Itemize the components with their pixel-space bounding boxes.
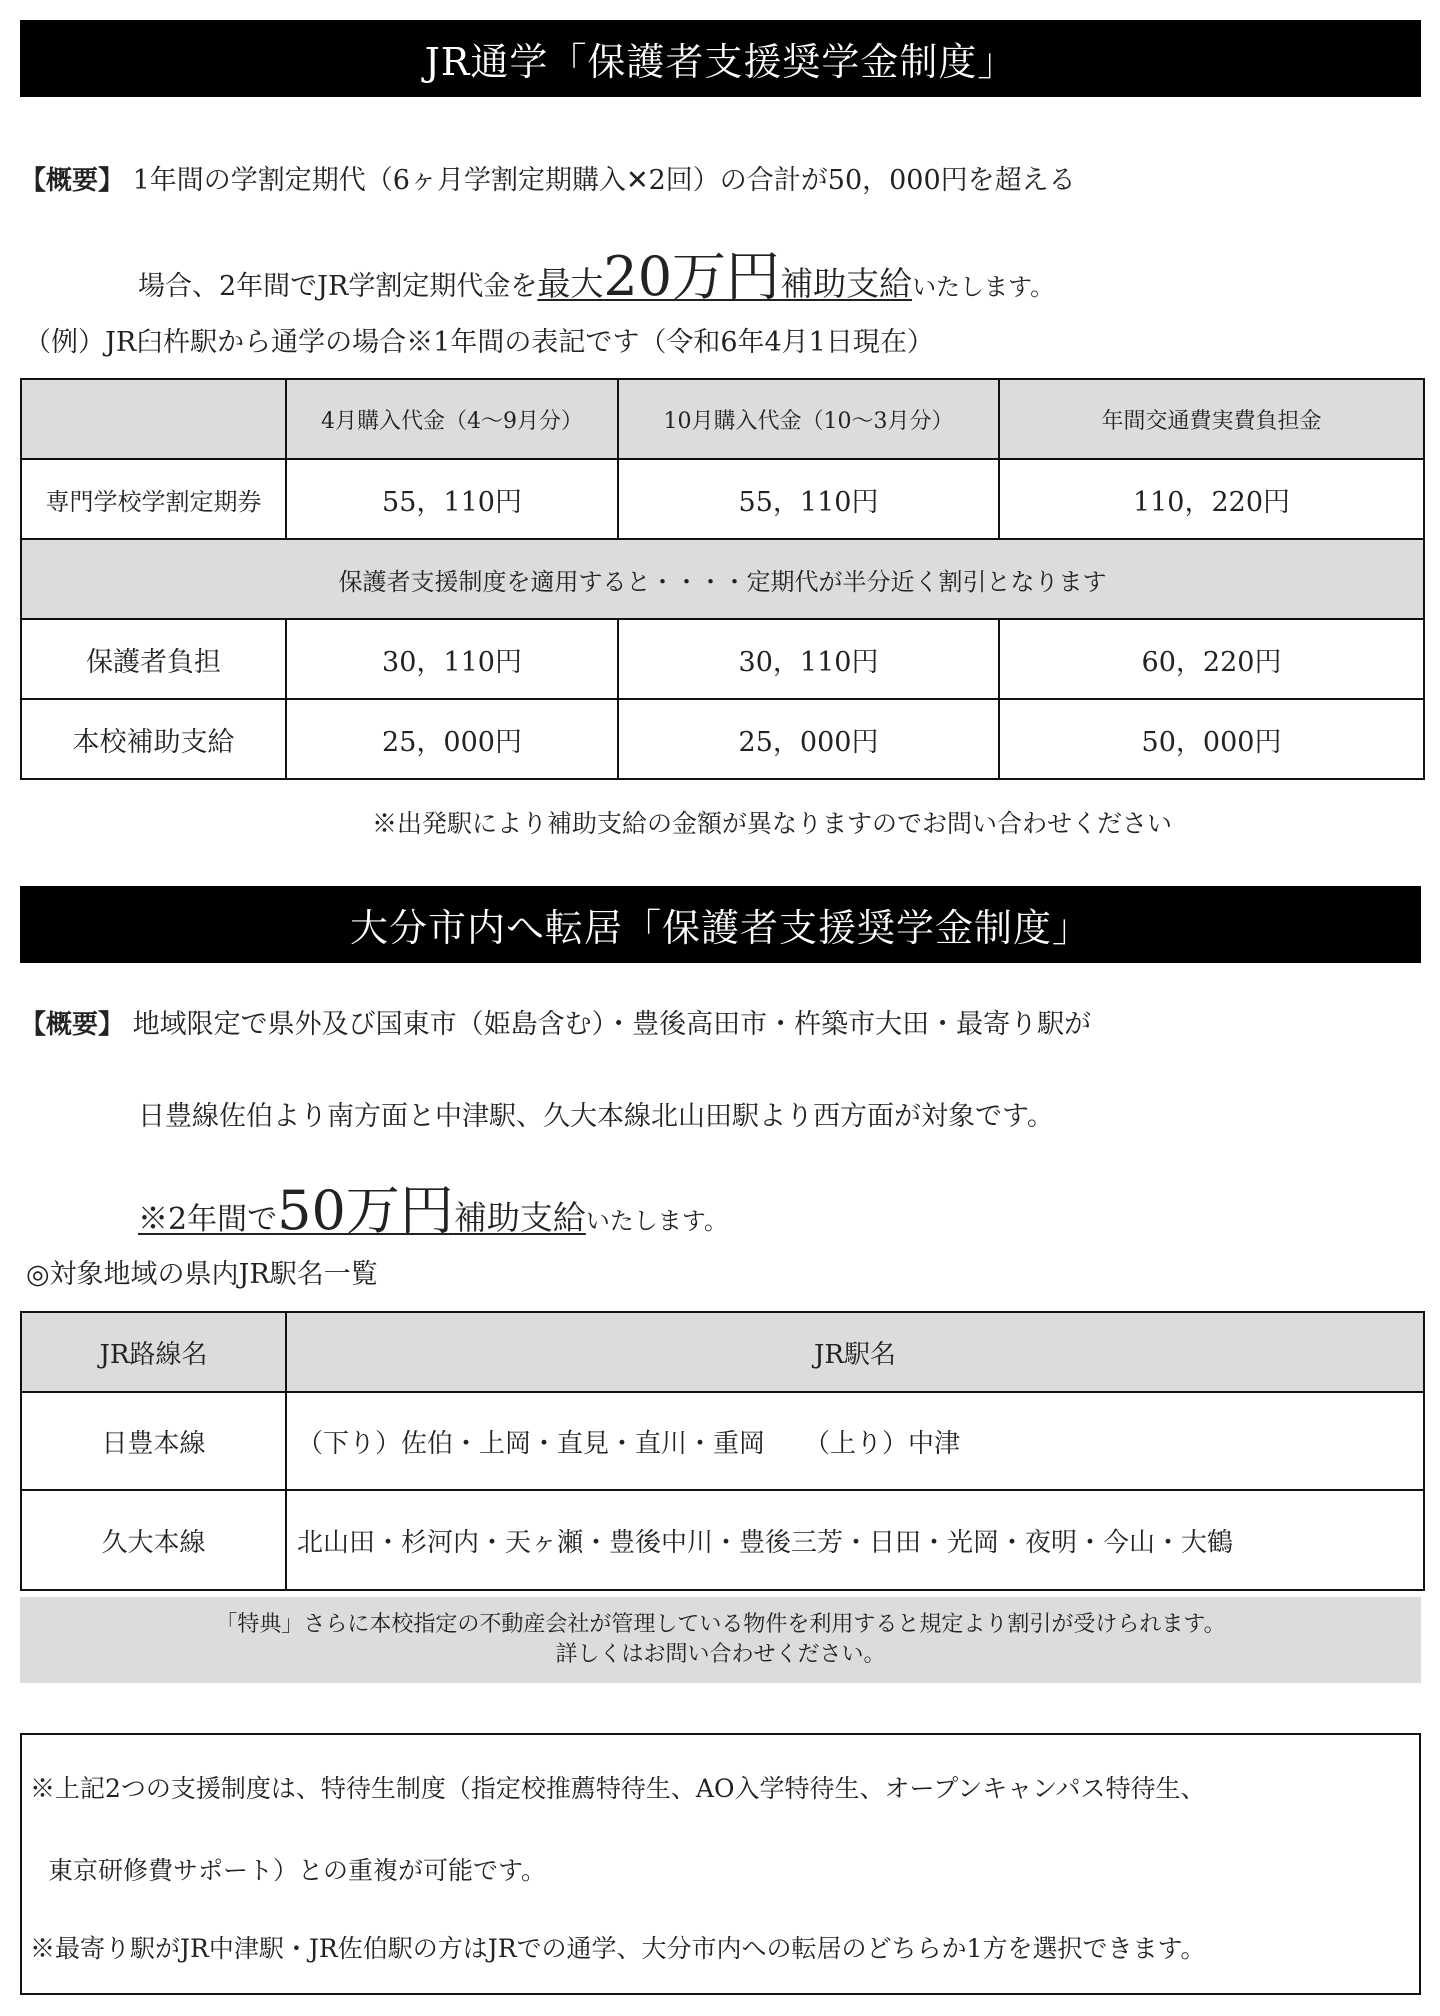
table-cell: 30，110円 bbox=[618, 619, 999, 699]
table-row bbox=[21, 1392, 1424, 1490]
header-cell: JR駅名 bbox=[286, 1312, 1424, 1392]
overview-tag: 【概要】 bbox=[20, 166, 125, 196]
two-years-label: ※2年間で bbox=[138, 1202, 278, 1237]
section1-title: JR通学「保護者支援奨学金制度」 bbox=[424, 40, 1017, 84]
header-cell: 10月購入代金（10～3月分） bbox=[618, 379, 999, 459]
table-row bbox=[21, 459, 1424, 539]
note-line3: ※最寄り駅がJR中津駅・JR佐伯駅の方はJRでの通学、大分市内への転居のどちらか1方を選択できます。 bbox=[30, 1934, 1206, 1963]
example-caption: （例）JR臼杵駅から通学の場合※1年間の表記です（令和6年4月1日現在） bbox=[24, 327, 934, 358]
overview-text-1: 1年間の学割定期代（6ヶ月学割定期購入✕2回）の合計が50，000円を超える bbox=[132, 165, 1076, 196]
max-label: 最大 bbox=[537, 264, 604, 303]
section2-overview-line2: 日豊線佐伯より南方面と中津駅、久大本線北山田駅より西方面が対象です。 bbox=[138, 1101, 1054, 1132]
row-label: 本校補助支給 bbox=[21, 699, 286, 779]
line-name: 久大本線 bbox=[21, 1490, 286, 1590]
support-label: 補助支給 bbox=[780, 264, 913, 303]
fare-table bbox=[20, 378, 1425, 780]
table-cell: 110，220円 bbox=[999, 459, 1424, 539]
table-cell: 55，110円 bbox=[286, 459, 618, 539]
line-name: 日豊本線 bbox=[21, 1392, 286, 1490]
section2-title-banner bbox=[20, 886, 1421, 963]
overview-tag: 【概要】 bbox=[20, 1010, 125, 1040]
section1-footnote: ※出発駅により補助支給の金額が異なりますのでお問い合わせください bbox=[372, 809, 1173, 838]
station-names: 北山田・杉河内・天ヶ瀬・豊後中川・豊後三芳・日田・光岡・夜明・今山・大鶴 bbox=[286, 1490, 1424, 1590]
overview-text-2-post: いたします。 bbox=[912, 273, 1055, 301]
table-cell: 60，220円 bbox=[999, 619, 1424, 699]
table-cell: 25，000円 bbox=[286, 699, 618, 779]
section2-title: 大分市内へ転居「保護者支援奨学金制度」 bbox=[349, 906, 1091, 950]
table-row bbox=[21, 1490, 1424, 1590]
header-cell bbox=[21, 379, 286, 459]
header-cell: 4月購入代金（4～9月分） bbox=[286, 379, 618, 459]
section2-overview-line1 bbox=[20, 1002, 1091, 1041]
table-cell: 30，110円 bbox=[286, 619, 618, 699]
table-cell: 25，000円 bbox=[618, 699, 999, 779]
fare-header-row bbox=[21, 379, 1424, 459]
note-line2: 東京研修費サポート）との重複が可能です。 bbox=[48, 1856, 547, 1885]
notice-row bbox=[21, 539, 1424, 619]
station-header-row bbox=[21, 1312, 1424, 1392]
station-list-title: ◎対象地域の県内JR駅名一覧 bbox=[26, 1259, 378, 1290]
tokuten-line1: 「特典」さらに本校指定の不動産会社が管理している物件を利用すると規定より割引が受けられます。 bbox=[215, 1612, 1226, 1637]
support-label: 補助支給 bbox=[453, 1198, 586, 1237]
row-label: 専門学校学割定期券 bbox=[21, 459, 286, 539]
section1-overview-line1 bbox=[20, 158, 1076, 197]
station-table bbox=[20, 1311, 1425, 1591]
header-cell: JR路線名 bbox=[21, 1312, 286, 1392]
table-cell: 50，000円 bbox=[999, 699, 1424, 779]
tokuten-box bbox=[20, 1597, 1421, 1683]
table-row bbox=[21, 699, 1424, 779]
station-names: （下り）佐伯・上岡・直見・直川・重岡 （上り）中津 bbox=[286, 1392, 1424, 1490]
section1-overview-line2 bbox=[138, 234, 1054, 311]
table-cell: 55，110円 bbox=[618, 459, 999, 539]
note-line1: ※上記2つの支援制度は、特待生制度（指定校推薦特待生、AO入学特待生、オープンキャンパス特待生、 bbox=[30, 1774, 1206, 1803]
table-row bbox=[21, 619, 1424, 699]
notice-cell: 保護者支援制度を適用すると・・・・定期代が半分近く割引となります bbox=[21, 539, 1424, 619]
overview-text-3-post: いたします。 bbox=[585, 1207, 728, 1235]
row-label: 保護者負担 bbox=[21, 619, 286, 699]
section2-overview-line3 bbox=[138, 1168, 728, 1245]
overview-text-1: 地域限定で県外及び国東市（姫島含む）・豊後高田市・杵築市大田・最寄り駅が bbox=[132, 1009, 1092, 1040]
section1-title-banner bbox=[20, 20, 1421, 97]
tokuten-line2: 詳しくはお問い合わせください。 bbox=[555, 1642, 886, 1667]
notes-box bbox=[20, 1733, 1421, 1995]
header-cell: 年間交通費実費負担金 bbox=[999, 379, 1424, 459]
max-amount: 20万円 bbox=[603, 245, 781, 308]
amount-500k: 50万円 bbox=[277, 1179, 454, 1242]
overview-text-2-pre: 場合、2年間でJR学割定期代金を bbox=[138, 271, 538, 302]
